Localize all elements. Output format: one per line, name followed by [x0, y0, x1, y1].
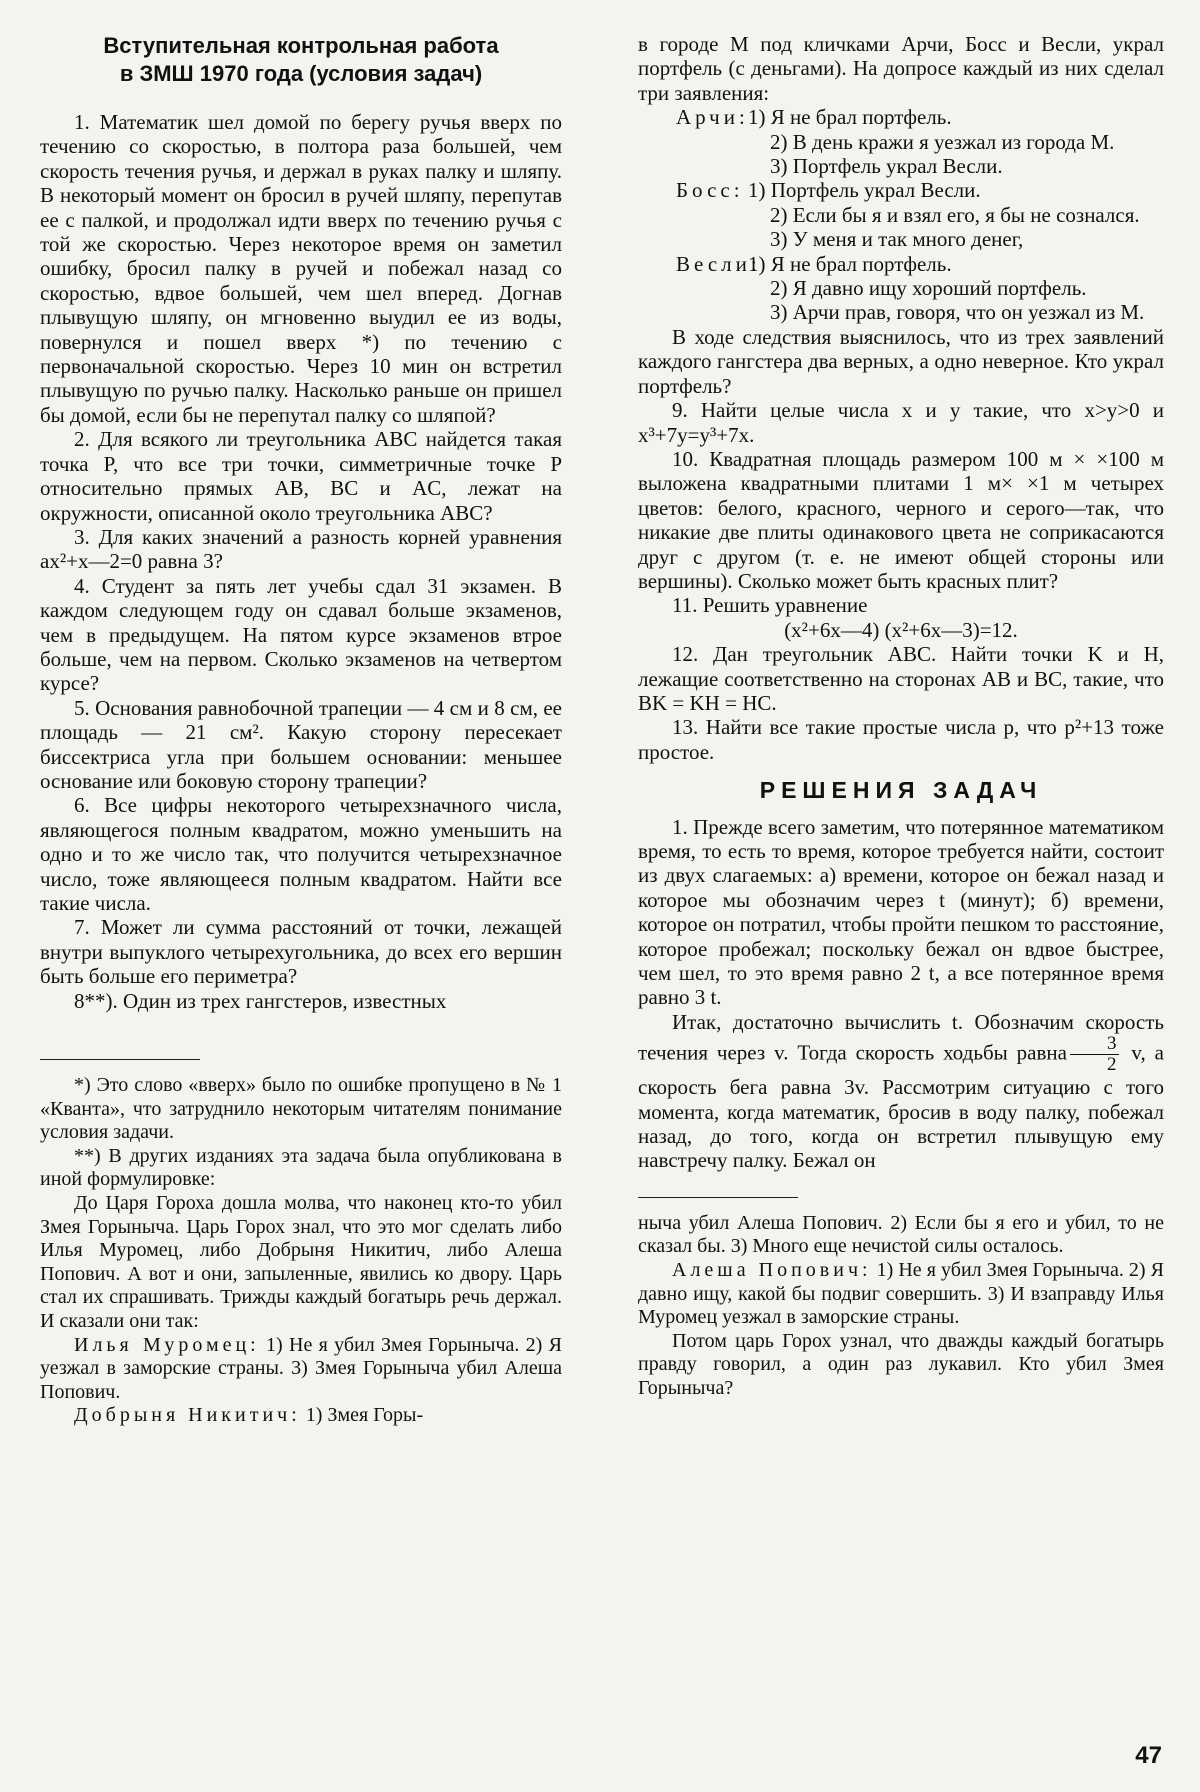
problem-9: 9. Найти целые числа x и y такие, что x>y>0 и x³+7y=y³+7x.	[638, 398, 1164, 447]
article-title	[40, 32, 562, 88]
problem-5: 5. Основания равнобочной трапеции — 4 см и 8 см, ее площадь — 21 см². Какую сторону пересекает биссектриса угла при большем основании: меньшее основание или боковую сторону трапеции?	[40, 695, 562, 793]
statement-dobrynya: 1) Змея Горы-	[300, 1404, 424, 1427]
right-column	[638, 32, 1164, 1401]
problem-13: 13. Найти все такие простые числа p, что p²+13 тоже простое.	[638, 715, 1164, 764]
problem-10: 10. Квадратная площадь размером 100 м × ×100 м выложена квадратными плитами 1 м× ×1 м четырех цветов: белого, красного, черного и серого—так, что никакие две плиты одинакового цвета не соприкасаются друг с другом (т. е. не имеют общей стороны или вершины). Сколько может быть красных плит?	[638, 446, 1164, 593]
footnote-1: *) Это слово «вверх» было по ошибке пропущено в № 1 «Кванта», что затруднило некоторым читателям понимание условия задачи.	[40, 1074, 562, 1144]
left-column	[40, 32, 562, 1428]
problem-6: 6. Все цифры некоторого четырехзначного числа, являющегося полным квадратом, можно уменьшить на одно и то же число так, что получится четырехзначное число, тоже являющееся полным квадратом. Найти все такие числа.	[40, 793, 562, 915]
speaker-archi: Арчи:	[676, 105, 749, 130]
solution-1-part-1: 1. Прежде всего заметим, что потерянное математиком время, то есть то время, которое требуется найти, состоит из двух слагаемых: а) времени, которое он бежал назад и которое мы обозначим через t (минут); б) времени, которое он потратил, чтобы пройти пешком то расстояние, которое пробежал; поскольку бежал он вдвое быстрее, чем шел, то это время равно 2 t, а все потерянное время равно 3 t.	[638, 814, 1164, 1010]
statement-boss-3: 3) У меня и так много денег,	[770, 227, 1024, 252]
problem-1: 1. Математик шел домой по берегу ручья вверх по течению со скоростью, в полтора раза большей, чем скорость течения ручья, и держал в руках палку и шляпу. В некоторый момент он бросил в ручей шляпу, перепутав ее с палкой, и продолжал идти вверх по течению ручья с той же скоростью. Через некоторое время он заметил ошибку, бросил палку в ручей и побежал назад со скоростью, вдвое большей, чем шел вперед. Догнав плывущую шляпу, он мгновенно выудил ее из воды, повернулся и пошел вверх *) по течению с первоначальной скоростью. Через 10 мин он встретил плывущую по ручью палку. Насколько раньше он пришел бы домой, если бы не перепутал палку со шляпой?	[40, 110, 562, 427]
statement-boss-2: 2) Если бы я и взял его, я бы не сознался.	[770, 202, 1140, 227]
statement-vesli-1: Весли: 1) Я не брал портфель.	[638, 252, 1164, 276]
statement-vesli-2: 2) Я давно ищу хороший портфель.	[770, 276, 1087, 301]
footnote-ilya	[40, 1334, 562, 1405]
problem-8-question: В ходе следствия выяснилось, что из трех заявлений каждого гангстера два верных, а одно неверное. Кто украл портфель?	[638, 324, 1164, 398]
footnote-dobrynya	[40, 1404, 562, 1428]
title-line-2: в ЗМШ 1970 года (условия задач)	[119, 61, 483, 86]
statement-archi-1: Арчи: 1) Я не брал портфель.	[638, 105, 1164, 129]
problem-4: 4. Студент за пять лет учебы сдал 31 экзамен. В каждом следующем году он сдавал больше экзаменов, чем в предыдущем. На пятом курсе экзаменов втрое больше, чем на первом. Сколько экзаменов на четвертом курсе?	[40, 573, 562, 696]
footnote-dobrynya-cont: ныча убил Алеша Попович. 2) Если бы я его и убил, то не сказал бы. 3) Много еще нечистой силы осталось.	[638, 1211, 1164, 1258]
fraction-denominator: 2	[1106, 1054, 1117, 1076]
problem-3: 3. Для каких значений a разность корней уравнения ax²+x—2=0 равна 3?	[40, 524, 562, 574]
problem-11-equation: (x²+6x—4) (x²+6x—3)=12.	[784, 617, 1018, 642]
statement-vesli-3: 3) Арчи прав, говоря, что он уезжал из M.	[770, 300, 1145, 325]
speaker-boss: Босс:	[676, 178, 744, 203]
fraction-three-halves	[1070, 1034, 1120, 1075]
statement-archi-3: 3) Портфель украл Весли.	[770, 154, 1003, 179]
statement-alesha: 1) Не я убил Змея Горыныча. 2) Я давно ищу, какой бы подвиг совершить. 3) И взаправду Илья Муромец уезжал в заморские страны.	[638, 1259, 1164, 1329]
footnote-divider-right	[638, 1197, 798, 1198]
footnote-alesha	[638, 1259, 1164, 1330]
speaker-dobrynya: Добрыня Никитич:	[74, 1404, 301, 1427]
problem-8-start: 8**). Один из трех гангстеров, известных	[74, 988, 447, 1013]
problem-2: 2. Для всякого ли треугольника ABC найдется такая точка P, что все три точки, симметричные точке P относительно прямых AB, BC и AC, лежат на окружности, описанной около треугольника ABC?	[40, 427, 562, 525]
footnote-divider	[40, 1059, 200, 1060]
statement-boss-1: Босс: 1) Портфель украл Весли.	[638, 178, 1164, 202]
solutions-heading: РЕШЕНИЯ ЗАДАЧ	[759, 777, 1043, 804]
speaker-alesha: Алеша Попович:	[672, 1259, 872, 1282]
problem-11: 11. Решить уравнение	[672, 593, 868, 618]
footnote-2-story: До Царя Гороха дошла молва, что наконец кто-то убил Змея Горыныча. Царь Горох знал, что это мог сделать либо Илья Муромец, либо Добрыня Никитич, либо Алеша Попович. А вот и они, запыленные, явились ко двору. Царь стал их спрашивать. Трижды каждый богатырь речь держал. И сказали они так:	[40, 1192, 562, 1332]
problem-12: 12. Дан треугольник ABC. Найти точки K и H, лежащие соответственно на сторонах AB и BC, такие, что BK = KH = HC.	[638, 642, 1164, 715]
solution-1-part-2: Итак, достаточно вычислить t. Обозначим скорость течения через v. Тогда скорость ходьбы равна $\frac{3}{2}$ v, а скорость бега равна 3v. Рассмотрим ситуацию с того момента, когда математик, бросив в воду палку, побежал назад, до того, когда он встретил плывущую ему навстречу палку. Бежал он	[638, 1009, 1164, 1173]
speaker-vesli: Весли:	[676, 251, 761, 276]
problem-7: 7. Может ли сумма расстояний от точки, лежащей внутри выпуклого четырехугольника, до всех его вершин быть больше его периметра?	[40, 915, 562, 989]
footnote-question: Потом царь Горох узнал, что дважды каждый богатырь правду говорил, а один раз лукавил. Кто убил Змея Горыныча?	[638, 1329, 1164, 1400]
footnotes	[40, 1074, 562, 1428]
footnotes-continued	[638, 1212, 1164, 1401]
speaker-ilya: Илья Муромец:	[74, 1333, 260, 1356]
statement-archi-2: 2) В день кражи я уезжал из города M.	[770, 129, 1115, 154]
fraction-numerator: 3	[1070, 1034, 1120, 1055]
problem-8-continued: в городе M под кличками Арчи, Босс и Весли, украл портфель (с деньгами). На допросе каждый из них сделал три заявления:	[638, 32, 1164, 105]
statement-ilya: 1) Не я убил Змея Горыныча. 2) Я уезжал в заморские страны. 3) Змея Горыныча убил Алеша Попович.	[40, 1333, 562, 1403]
title-line-1: Вступительная контрольная работа	[103, 33, 499, 58]
footnote-2: **) В других изданиях эта задача была опубликована в иной формулировке:	[40, 1144, 562, 1191]
page-number: 47	[1135, 1742, 1162, 1769]
